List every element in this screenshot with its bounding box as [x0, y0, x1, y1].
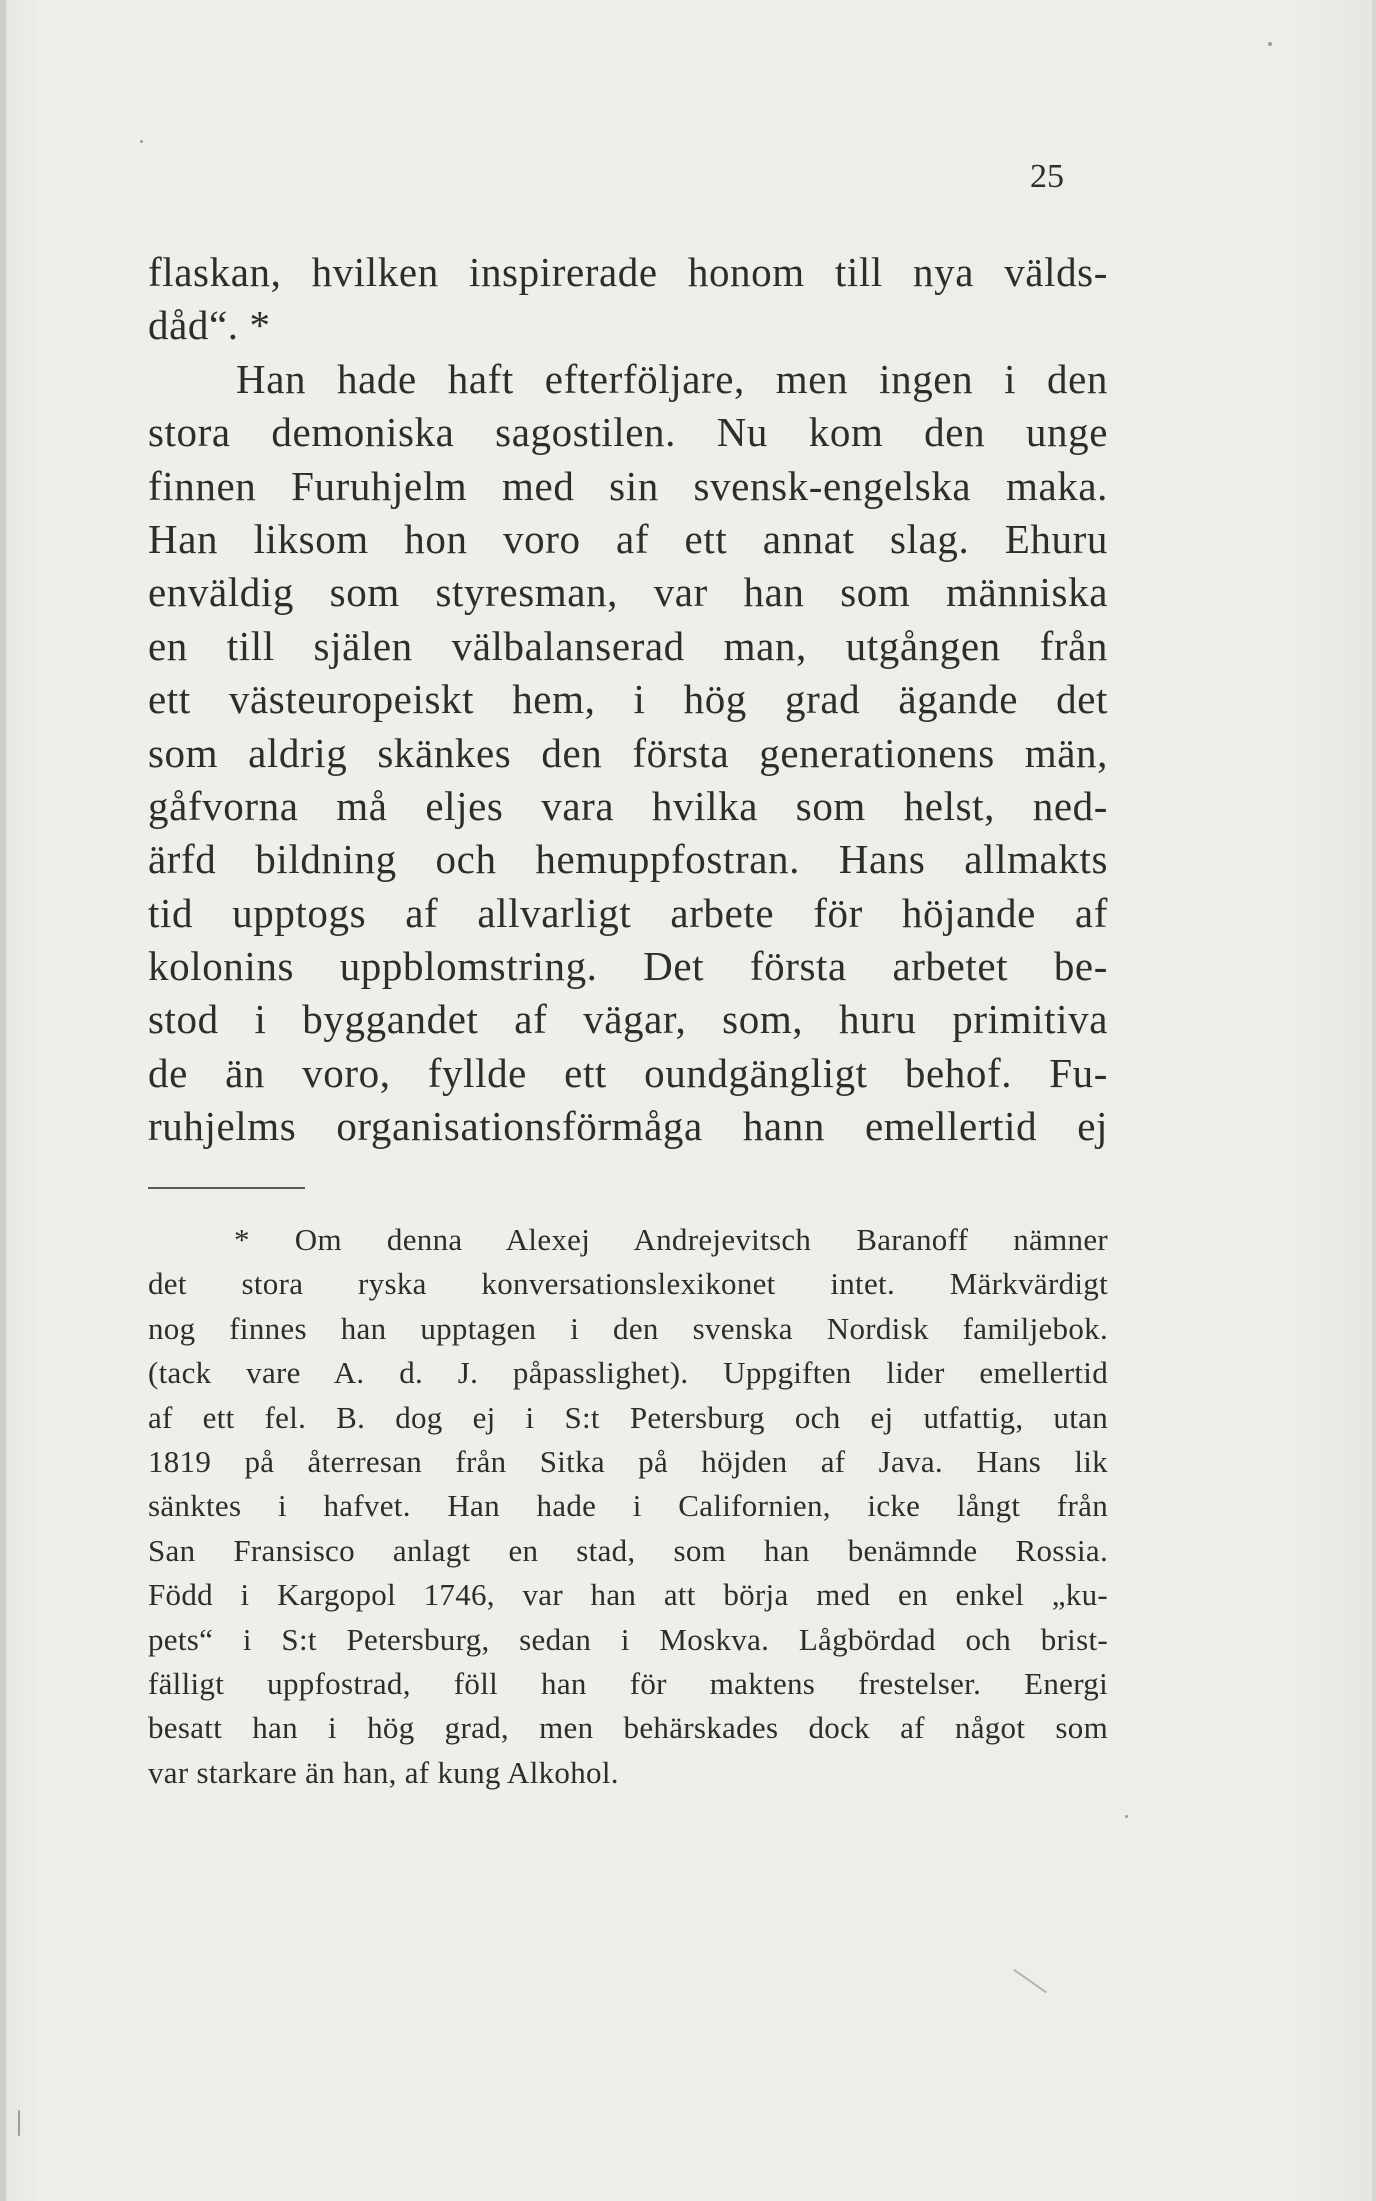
- page-right-edge: [1372, 0, 1376, 2201]
- body-line: som aldrig skänkes den första generationens män,: [148, 729, 1108, 776]
- footnote-line: * Om denna Alexej Andrejevitsch Baranoff nämner: [234, 1222, 1108, 1257]
- footnote-line: San Fransisco anlagt en stad, som han benämnde Rossia.: [148, 1532, 1108, 1568]
- body-text: [148, 246, 1108, 1154]
- body-line: Han liksom hon voro af ett annat slag. Ehuru: [148, 515, 1108, 562]
- footnote-divider: [148, 1187, 305, 1189]
- body-line: de än voro, fyllde ett oundgängligt behof. Fu-: [148, 1049, 1108, 1096]
- footnote-line: (tack vare A. d. J. påpasslighet). Uppgiften lider emellertid: [148, 1355, 1108, 1391]
- body-line: tid upptogs af allvarligt arbete för höjande af: [148, 889, 1108, 936]
- body-line: en till själen välbalanserad man, utgången från: [148, 622, 1108, 669]
- body-line: dåd“. *: [148, 302, 271, 349]
- body-line: ärfd bildning och hemuppfostran. Hans allmakts: [148, 836, 1108, 883]
- body-line: ruhjelms organisationsförmåga hann emellertid ej: [148, 1103, 1108, 1150]
- footnote-line: besatt han i hög grad, men behärskades dock af något som: [148, 1710, 1108, 1746]
- paper-speck: [140, 140, 143, 143]
- footnote-line: pets“ i S:t Petersburg, sedan i Moskva. Lågbördad och brist-: [148, 1621, 1108, 1657]
- paper-speck: [1268, 42, 1272, 46]
- footnote-line: sänktes i hafvet. Han hade i Californien, icke långt från: [148, 1488, 1108, 1524]
- body-line: ett västeuropeiskt hem, i hög grad ägande det: [148, 676, 1108, 723]
- body-line: enväldig som styresman, var han som människa: [148, 569, 1108, 616]
- body-line: finnen Furuhjelm med sin svensk-engelska maka.: [148, 462, 1108, 509]
- paper-speck: [1013, 1969, 1047, 1994]
- footnote-line: nog finnes han upptagen i den svenska Nordisk familjebok.: [148, 1310, 1108, 1346]
- footnote-line: var starkare än han, af kung Alkohol.: [148, 1754, 619, 1790]
- body-line: gåfvorna må eljes vara hvilka som helst, ned-: [148, 782, 1108, 829]
- page-left-edge: [0, 0, 6, 2201]
- body-line: stora demoniska sagostilen. Nu kom den unge: [148, 409, 1108, 456]
- body-line: kolonins uppblomstring. Det första arbetet be-: [148, 943, 1108, 990]
- body-line: stod i byggandet af vägar, som, huru primitiva: [148, 996, 1108, 1043]
- body-line: flaskan, hvilken inspirerade honom till nya välds-: [148, 249, 1108, 295]
- body-line: Han hade haft efterföljare, men ingen i den: [236, 355, 1108, 402]
- footnote-line: af ett fel. B. dog ej i S:t Petersburg och ej utfattig, utan: [148, 1399, 1108, 1435]
- footnote-line: Född i Kargopol 1746, var han att börja med en enkel „ku-: [148, 1577, 1108, 1613]
- footnote-line: 1819 på återresan från Sitka på höjden af Java. Hans lik: [148, 1443, 1108, 1479]
- paper-speck: [18, 2110, 20, 2136]
- page-number: 25: [1030, 158, 1064, 195]
- footnote-line: det stora ryska konversationslexikonet intet. Märkvärdigt: [148, 1266, 1108, 1302]
- paper-speck: [1125, 1815, 1128, 1818]
- footnote: [148, 1218, 1108, 1795]
- footnote-line: fälligt uppfostrad, föll han för maktens frestelser. Energi: [148, 1665, 1108, 1701]
